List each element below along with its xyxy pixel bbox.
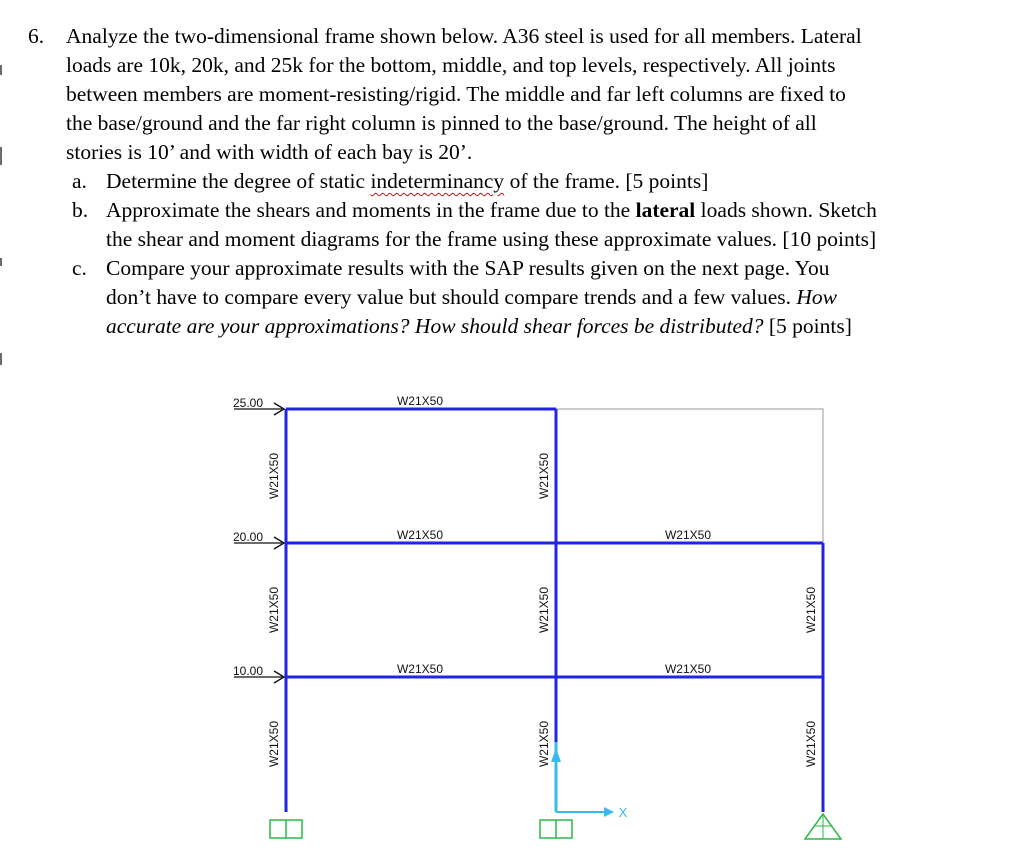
- part-c-label: c.: [72, 256, 87, 280]
- axis-arrow-icon: [551, 748, 561, 762]
- intro-line: the base/ground and the far right column is pinned to the base/ground. The height of all: [66, 111, 817, 135]
- part-b-text-end: loads shown. Sketch: [695, 198, 877, 222]
- beam-label: W21X50: [664, 528, 712, 542]
- load-label-bottom: 10.00: [233, 664, 264, 678]
- part-b-text-line2: the shear and moment diagrams for the frame using these approximate values. [10 points]: [106, 227, 877, 251]
- axis-arrow-icon: [604, 807, 614, 817]
- part-c-text-italic: accurate are your approximations? How should shear forces be distributed?: [106, 314, 764, 338]
- part-b-bold-word: lateral: [635, 198, 696, 222]
- column-label: W21X50: [537, 586, 551, 634]
- load-label-middle: 20.00: [233, 530, 264, 544]
- part-a-text-end: of the frame. [5 points]: [504, 169, 709, 193]
- part-c-text-plain: [5 points]: [763, 314, 852, 338]
- column-label: W21X50: [267, 586, 281, 634]
- part-b-label: b.: [72, 198, 89, 222]
- spellcheck-word: indeterminancy: [370, 169, 505, 193]
- intro-line: loads are 10k, 20k, and 25k for the bottom, middle, and top levels, respectively. All joints: [66, 53, 836, 77]
- part-c-text-italic: How: [796, 285, 837, 309]
- part-c-text-plain: don’t have to compare every value but should compare trends and a few values.: [106, 285, 797, 309]
- part-a-text-start: Determine the degree of static: [106, 169, 371, 193]
- intro-line: Analyze the two-dimensional frame shown below. A36 steel is used for all members. Lateral: [66, 24, 862, 48]
- load-label-top: 25.00: [233, 396, 264, 410]
- beam-label: W21X50: [664, 662, 712, 676]
- column-label: W21X50: [267, 452, 281, 500]
- intro-line: between members are moment-resisting/rigid. The middle and far left columns are fixed to: [66, 82, 846, 106]
- part-c-text: Compare your approximate results with the SAP results given on the next page. You: [106, 256, 830, 280]
- question-number: 6.: [28, 24, 45, 48]
- axis-x-label: X: [618, 805, 628, 820]
- beam-label: W21X50: [396, 662, 444, 676]
- column-label: W21X50: [537, 720, 551, 768]
- column-label: W21X50: [537, 452, 551, 500]
- column-label: W21X50: [804, 586, 818, 634]
- part-b-text-start: Approximate the shears and moments in the frame due to the: [106, 198, 636, 222]
- beam-label: W21X50: [396, 528, 444, 542]
- part-a-label: a.: [72, 169, 87, 193]
- column-label: W21X50: [804, 720, 818, 768]
- beam-label: W21X50: [396, 394, 444, 408]
- empty-bay-outline: [556, 409, 823, 543]
- column-label: W21X50: [267, 720, 281, 768]
- intro-line: stories is 10’ and with width of each bay is 20’.: [66, 140, 473, 164]
